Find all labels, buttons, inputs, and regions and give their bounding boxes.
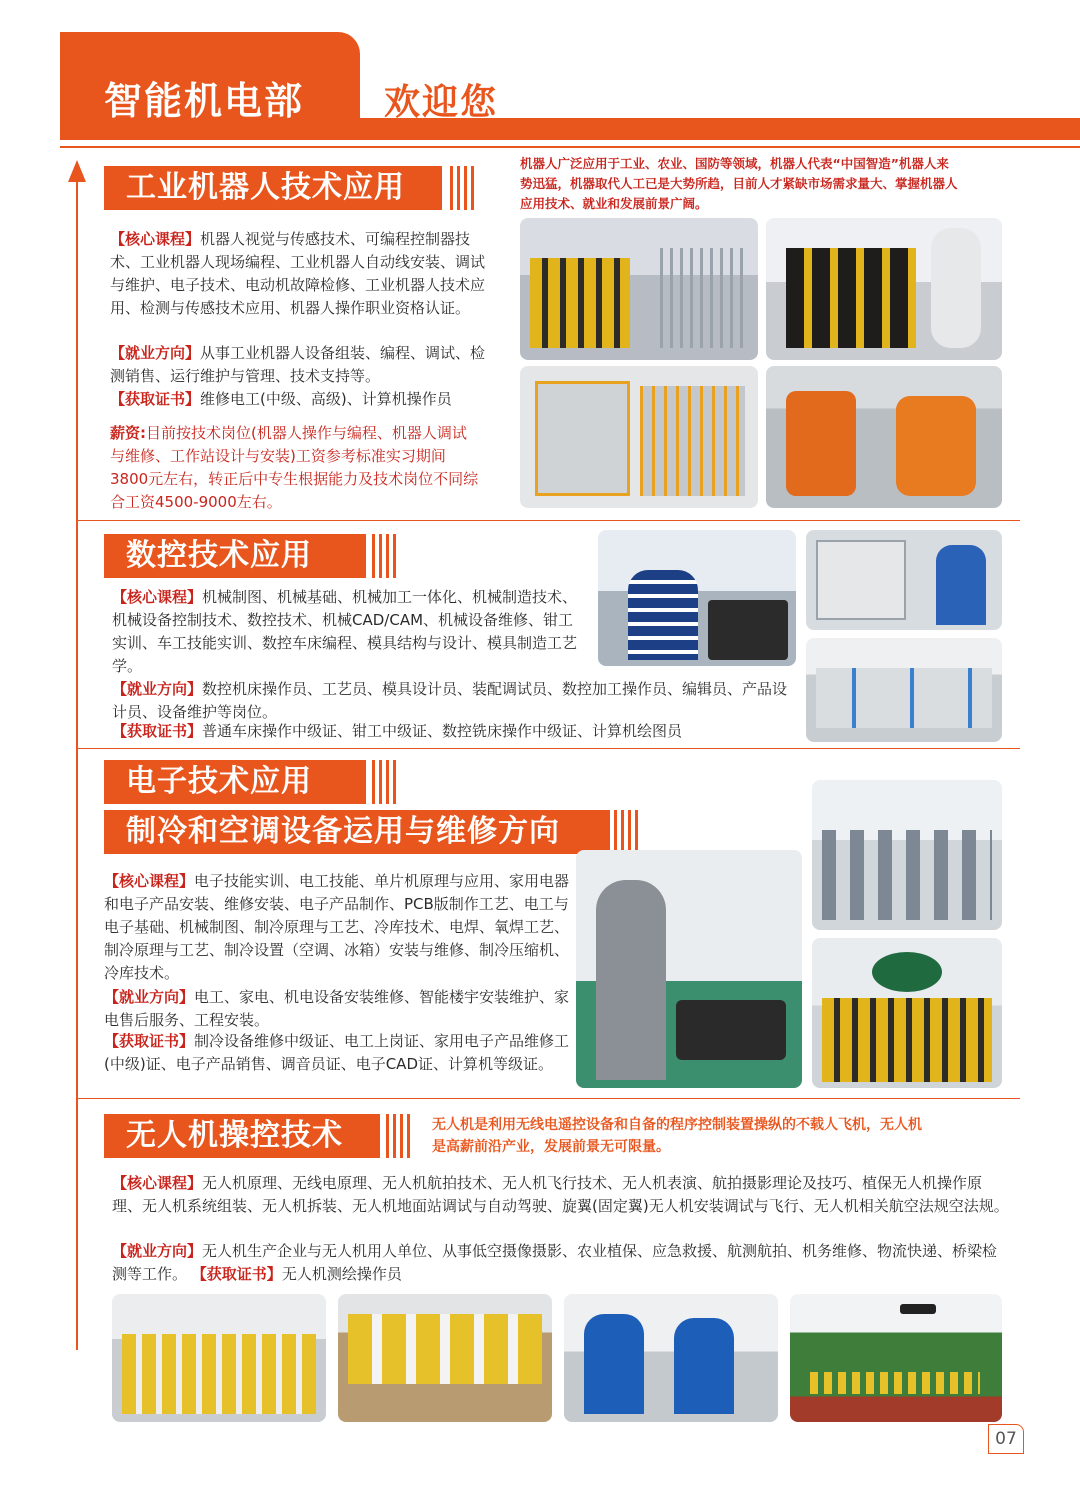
electronics-job-direction <box>104 986 576 1032</box>
welcome-text: 欢迎您 <box>384 82 499 123</box>
robot-photo-arms <box>766 366 1002 508</box>
title-stripes <box>372 534 398 578</box>
robot-job-direction <box>110 342 490 388</box>
salary-text: 目前按技术岗位(机器人操作与编程、机器人调试与维修、工作站设计与安装)工资参考标准实习期间3800元左右，转正后中专生根据能力及技术岗位不同综合工资4500-9000左右。 <box>110 424 479 511</box>
core-courses-text: 电子技能实训、电工技能、单片机原理与应用、家用电器和电子产品安装、维修安装、电子产品制作、PCB版制作工艺、电工与电子基础、机械制图、制冷原理与工艺、冷库技术、电焊、氧焊工艺、制冷原理与工艺、制冷设置（空调、冰箱）安装与维修、制冷压缩机、冷库技术。 <box>104 872 570 982</box>
robot-section-title: 工业机器人技术应用 <box>104 166 442 210</box>
title-stripes <box>614 810 640 854</box>
drone-section-title: 无人机操控技术 <box>104 1114 380 1158</box>
drone-intro: 无人机是利用无线电遥控设备和自备的程序控制装置操纵的不载人飞机，无人机是高薪前沿产业，发展前景无可限量。 <box>432 1117 922 1155</box>
rail-arrow-icon <box>68 160 86 182</box>
section-divider <box>78 1098 1020 1099</box>
section-divider <box>78 748 1020 749</box>
core-courses-text: 无人机原理、无线电原理、无人机航拍技术、无人机飞行技术、无人机表演、航拍摄影理论及技巧、植保无人机操作原理、无人机系统组装、无人机拆装、无人机地面站调试与自动驾驶、旋翼(固定翼)无人机安装调试与飞行、无人机相关航空法规空法规。 <box>112 1174 1009 1215</box>
robot-intro: 机器人广泛应用于工业、农业、国防等领域，机器人代表“中国智造”机器人来势迅猛，机器取代人工已是大势所趋，目前人才紧缺市场需求量大、掌握机器人应用技术、就业和发展前景广阔。 <box>520 156 958 211</box>
drone-photo-flight <box>790 1294 1002 1422</box>
job-direction-text: 从事工业机器人设备组装、编程、调试、检测销售、运行维护与管理、技术支持等。 <box>110 344 486 385</box>
job-direction-label: 【就业方向】 <box>112 1242 203 1260</box>
robot-core-courses <box>110 228 490 320</box>
electronics-photo-students <box>812 938 1002 1088</box>
cnc-photo-lab <box>598 530 796 666</box>
core-courses-label: 【核心课程】 <box>110 230 201 248</box>
core-courses-text: 机器人视觉与传感技术、可编程控制器技术、工业机器人现场编程、工业机器人自动线安装、调试与维护、电子技术、电动机故障检修、工业机器人技术应用、检测与传感技术应用、机器人操作职业资格认证。 <box>110 230 486 317</box>
cnc-certificates <box>112 720 792 743</box>
drone-core-courses <box>112 1172 1010 1218</box>
certificates-text: 无人机测绘操作员 <box>281 1265 402 1283</box>
page-number: 07 <box>988 1424 1024 1454</box>
certificates-label: 【获取证书】 <box>104 1032 195 1050</box>
job-direction-text: 电工、家电、机电设备安装维修、智能楼宇安装维护、家电售后服务、工程安装。 <box>104 988 570 1029</box>
job-direction-label: 【就业方向】 <box>104 988 195 1006</box>
drone-photo-lab <box>564 1294 778 1422</box>
cnc-core-courses <box>112 586 588 678</box>
title-stripes <box>386 1114 412 1158</box>
certificates-text: 维修电工(中级、高级)、计算机操作员 <box>200 390 452 408</box>
cnc-job-direction <box>112 678 788 724</box>
electronics-photo-soldering <box>576 850 802 1088</box>
certificates-label: 【获取证书】 <box>112 722 203 740</box>
department-title: 智能机电部 <box>104 79 305 123</box>
job-direction-text: 数控机床操作员、工艺员、模具设计员、装配调试员、数控加工操作员、编辑员、产品设计员、设备维护等岗位。 <box>112 680 788 721</box>
job-direction-label: 【就业方向】 <box>112 680 203 698</box>
refrigeration-section-title: 制冷和空调设备运用与维修方向 <box>104 810 610 854</box>
left-rail <box>76 180 78 1350</box>
cnc-photo-machine <box>806 530 1002 630</box>
electronics-section-title: 电子技术应用 <box>104 760 366 804</box>
core-courses-label: 【核心课程】 <box>112 1174 203 1192</box>
certificates-label: 【获取证书】 <box>191 1265 282 1283</box>
drone-photo-assembly <box>338 1294 552 1422</box>
core-courses-label: 【核心课程】 <box>112 588 203 606</box>
robot-photo-students <box>520 218 758 360</box>
electronics-certificates <box>104 1030 576 1076</box>
title-stripes <box>372 760 398 804</box>
salary-label: 薪资: <box>110 424 146 442</box>
job-direction-label: 【就业方向】 <box>110 344 201 362</box>
title-stripes <box>450 166 476 210</box>
robot-salary <box>110 422 480 514</box>
certificates-label: 【获取证书】 <box>110 390 201 408</box>
robot-certificates <box>110 388 510 411</box>
certificates-text: 制冷设备维修中级证、电工上岗证、家用电子产品维修工(中级)证、电子产品销售、调音员证、电子CAD证、计算机等级证。 <box>104 1032 570 1073</box>
header-divider <box>60 146 1080 148</box>
section-divider <box>78 520 1020 521</box>
core-courses-label: 【核心课程】 <box>104 872 195 890</box>
certificates-text: 普通车床操作中级证、钳工中级证、数控铣床操作中级证、计算机绘图员 <box>202 722 683 740</box>
robot-photo-cell <box>520 366 758 508</box>
drone-job-and-cert <box>112 1240 1010 1286</box>
job-direction-text: 无人机生产企业与无人机用人单位、从事低空摄像摄影、农业植保、应急救援、航测航拍、机务维修、物流快递、桥梁检测等工作。 <box>112 1242 998 1283</box>
drone-photo-group <box>112 1294 326 1422</box>
electronics-photo-classroom <box>812 780 1002 930</box>
electronics-core-courses <box>104 870 576 985</box>
cnc-photo-workshop <box>806 638 1002 742</box>
core-courses-text: 机械制图、机械基础、机械加工一体化、机械制造技术、机械设备控制技术、数控技术、机械CAD/CAM、机械设备维修、钳工实训、车工技能实训、数控车床编程、模具结构与设计、模具制造工艺学。 <box>112 588 578 675</box>
cnc-section-title: 数控技术应用 <box>104 534 366 578</box>
robot-photo-workstation <box>766 218 1002 360</box>
